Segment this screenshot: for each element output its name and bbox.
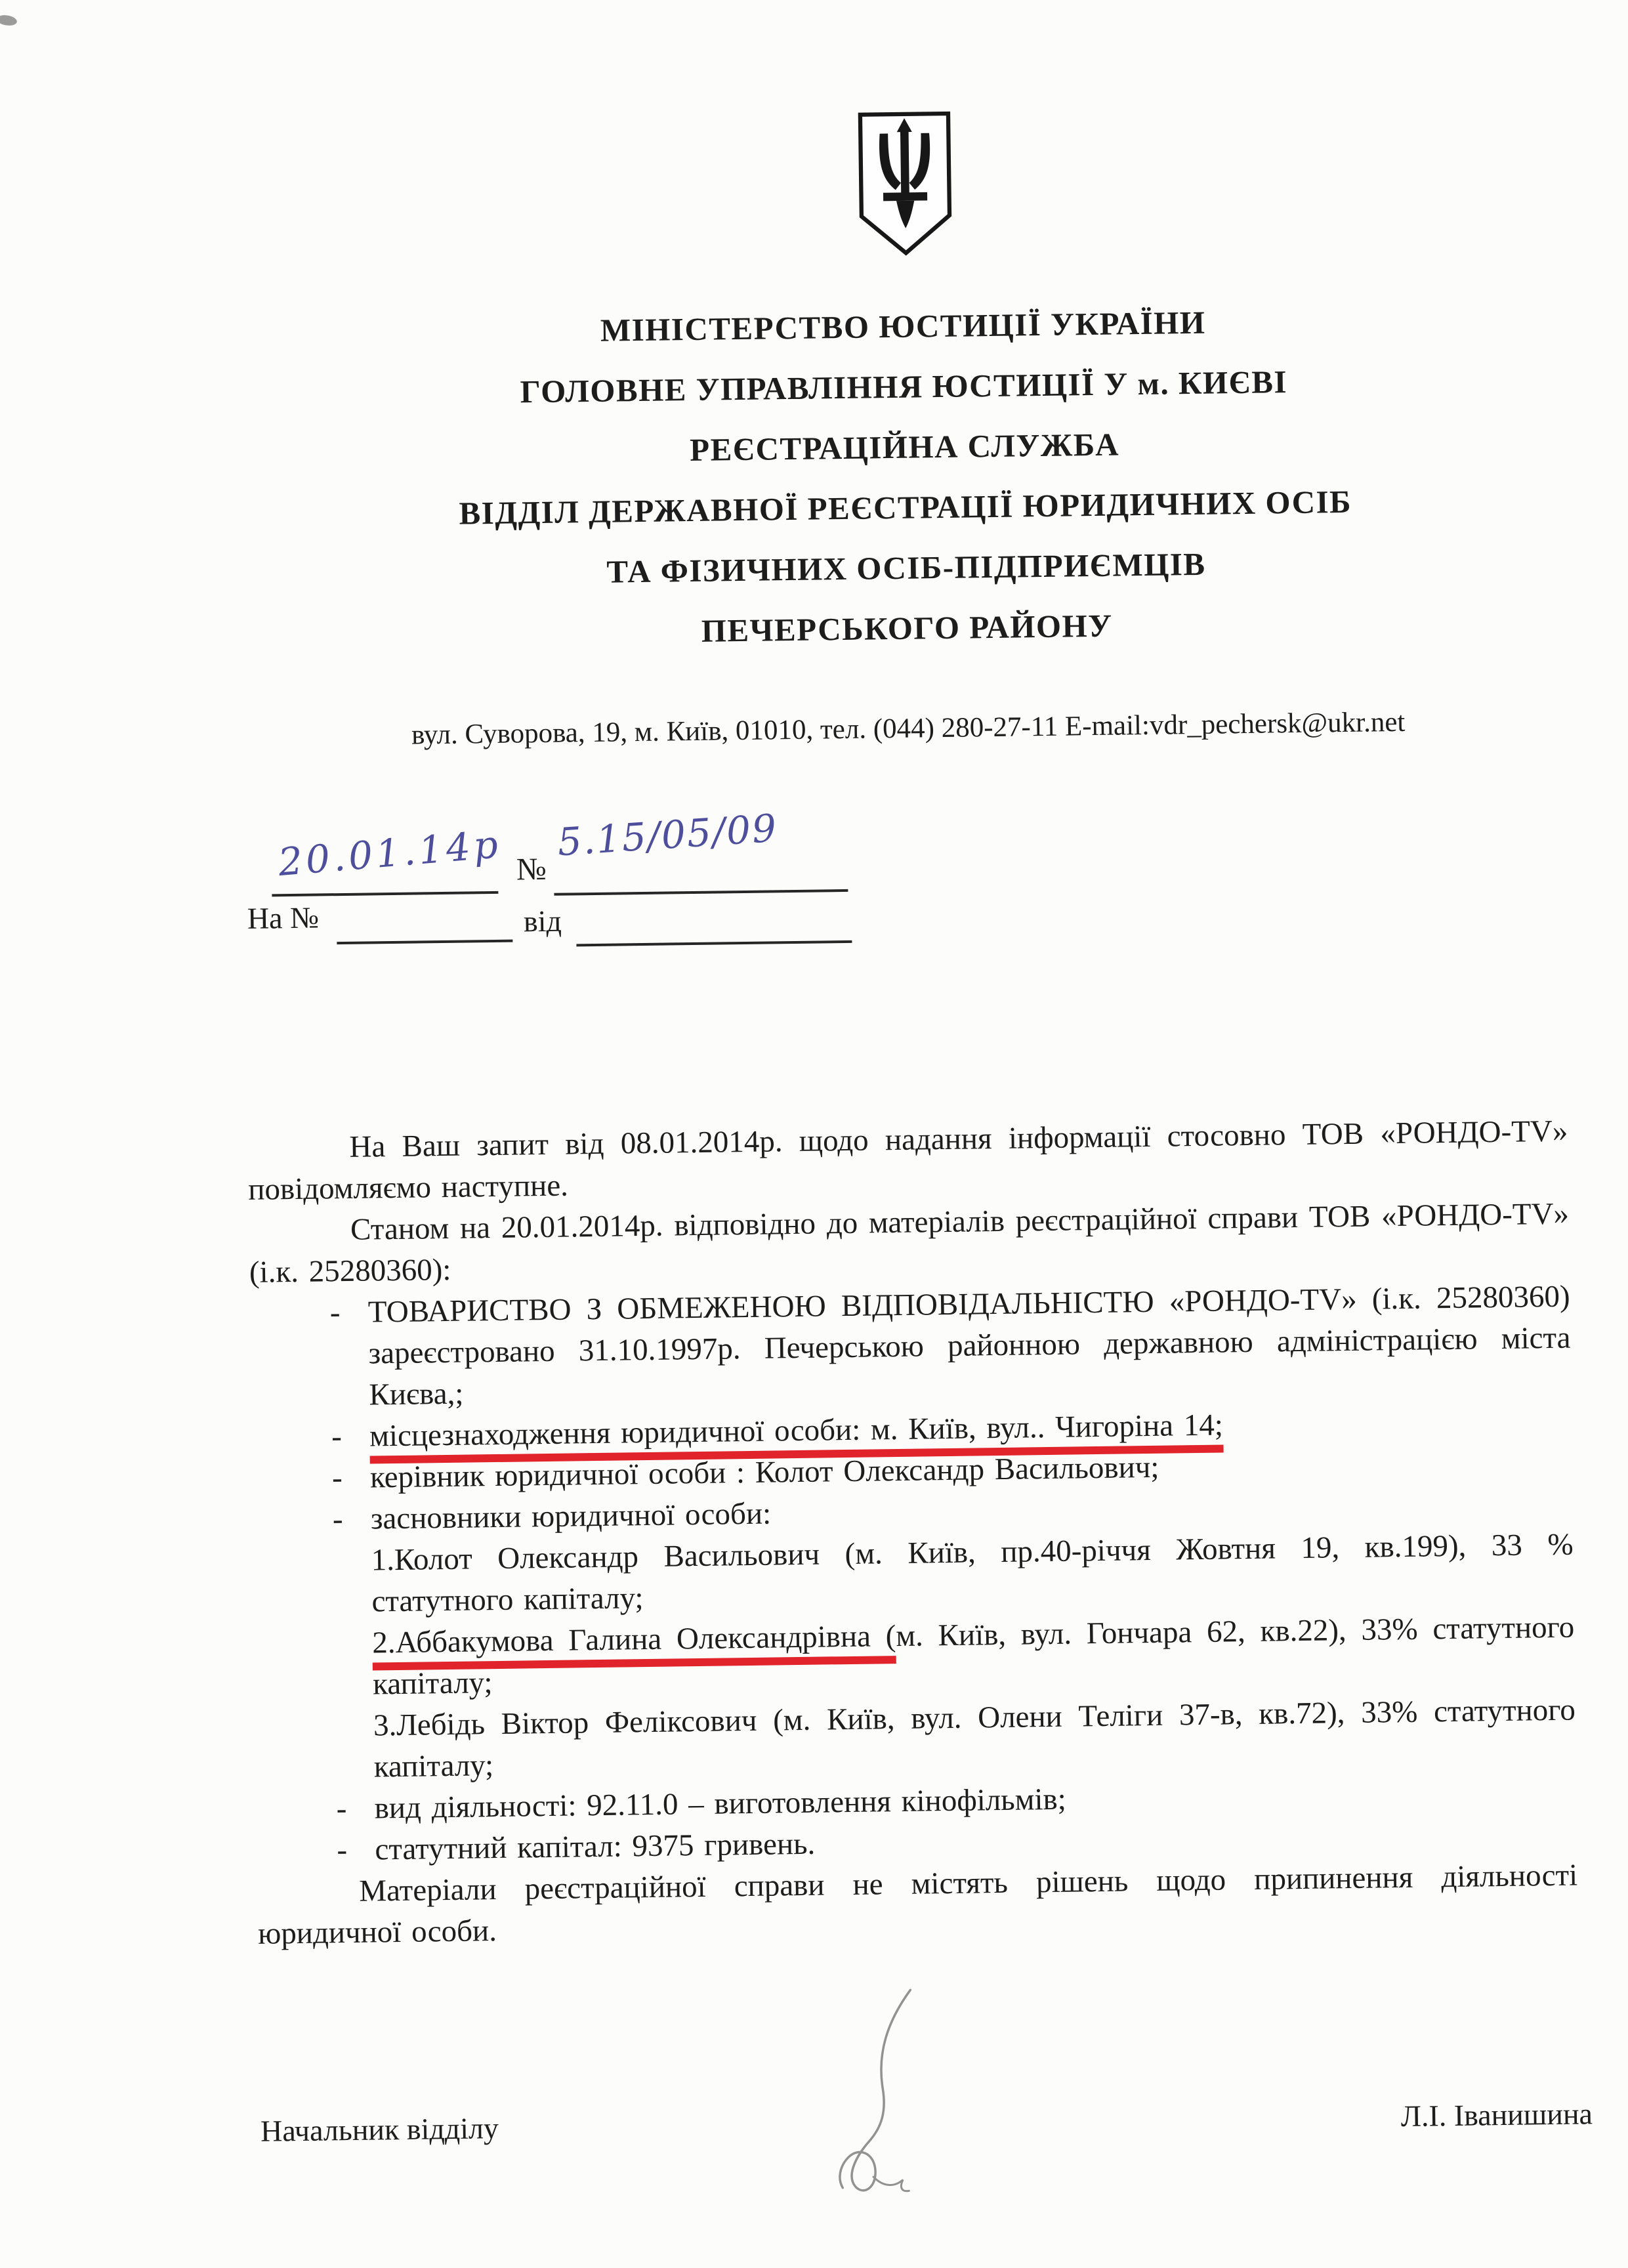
dash-marker: -	[332, 1502, 343, 1537]
list-item-text: вид діяльності: 92.11.0 – виготовлення кінофільмів;	[374, 1782, 1067, 1826]
paragraph-closing: Матеріали реєстраційної справи не містять рішень щодо припинення діяльності юридичної особи.	[257, 1858, 1578, 1951]
paragraph-status: Станом на 20.01.2014р. відповідно до матеріалів реєстраційної справи ТОВ «РОНДО-TV» (і.к. 25280360):	[249, 1196, 1570, 1290]
dash-marker: -	[336, 1792, 347, 1826]
from-label: від	[523, 904, 562, 938]
org-line-division2: ТА ФІЗИЧНИХ ОСІБ-ПІДПРИЄМЦІВ	[606, 545, 1206, 590]
scan-artifact	[0, 14, 18, 27]
list-item-text: 1.Колот Олександр Васильович (м. Київ, пр.40-річчя Жовтня 19, кв.199), 33 % статутного капіталу;	[371, 1527, 1574, 1619]
dash-marker: -	[331, 1419, 343, 1454]
list-item-text: засновники юридичної особи:	[370, 1496, 772, 1536]
handwritten-number: 5.15/05/09	[556, 805, 779, 865]
org-line-division: ВІДДІЛ ДЕРЖАВНОЇ РЕЄСТРАЦІЇ ЮРИДИЧНИХ ОСІБ	[459, 483, 1352, 532]
blank-line	[272, 891, 498, 897]
org-line-district: ПЕЧЕРСЬКОГО РАЙОНУ	[701, 607, 1113, 649]
number-sign-label: №	[516, 851, 547, 887]
paragraph-request: На Ваш запит від 08.01.2014р. щодо надання інформації стосовно ТОВ «РОНДО-TV» повідомляємо наступне.	[247, 1114, 1568, 1207]
dash-marker: -	[331, 1461, 343, 1496]
list-item-text	[372, 1607, 1575, 1706]
contact-line: вул. Суворова, 19, м. Київ, 01010, тел. (044) 280-27-11 E-mail:vdr_pechersk@ukr.net	[411, 706, 1406, 751]
handwritten-date: 20.01.14р	[276, 822, 503, 885]
org-line-service: РЕЄСТРАЦІЙНА СЛУЖБА	[689, 426, 1120, 469]
ukraine-trident-emblem-icon	[856, 111, 955, 257]
letterhead	[237, 287, 1574, 667]
list-item-text: керівник юридичної особи : Колот Олександр Васильович;	[369, 1450, 1159, 1495]
list-item-text: 3.Лебідь Віктор Феліксович (м. Київ, вул. Олени Теліги 37-в, кв.72), 33% статутного капіталу;	[373, 1692, 1576, 1784]
signatory-title: Начальник відділу	[260, 2111, 499, 2148]
list-item-text: ТОВАРИСТВО З ОБМЕЖЕНОЮ ВІДПОВІДАЛЬНІСТЮ «РОНДО-TV» (і.к. 25280360) зареєстровано 31.10.1997р. Печерською районною державною адміністрацією міста Києва,;	[367, 1279, 1571, 1412]
reference-block	[243, 805, 902, 965]
list-item-text-rest: м. Київ, вул. Гончара 62, кв.22), 33% статутного капіталу;	[372, 1610, 1575, 1702]
red-underlined-text: 2.Аббакумова Галина Олександрівна (	[372, 1619, 896, 1670]
dash-marker: -	[329, 1295, 341, 1330]
dash-marker: -	[337, 1833, 348, 1868]
org-line-department: ГОЛОВНЕ УПРАВЛІННЯ ЮСТИЦІЇ У м. КИЄВІ	[520, 364, 1288, 410]
letter-body	[247, 1111, 1578, 1955]
signature-scribble-icon	[774, 1980, 974, 2212]
list-item-text: статутний капітал: 9375 гривень.	[375, 1826, 816, 1867]
list-item-company	[249, 1276, 1571, 1418]
org-line-ministry: МІНІСТЕРСТВО ЮСТИЦІЇ УКРАЇНИ	[600, 304, 1206, 348]
incoming-number-label: На №	[247, 900, 320, 935]
blank-line	[576, 940, 852, 946]
signatory-name: Л.І. Іванишина	[1400, 2097, 1593, 2133]
blank-line	[554, 889, 848, 896]
red-underlined-text: місцезнаходження юридичної особи: м. Київ, вул.. Чигоріна 14;	[369, 1408, 1223, 1464]
blank-line	[337, 940, 512, 945]
